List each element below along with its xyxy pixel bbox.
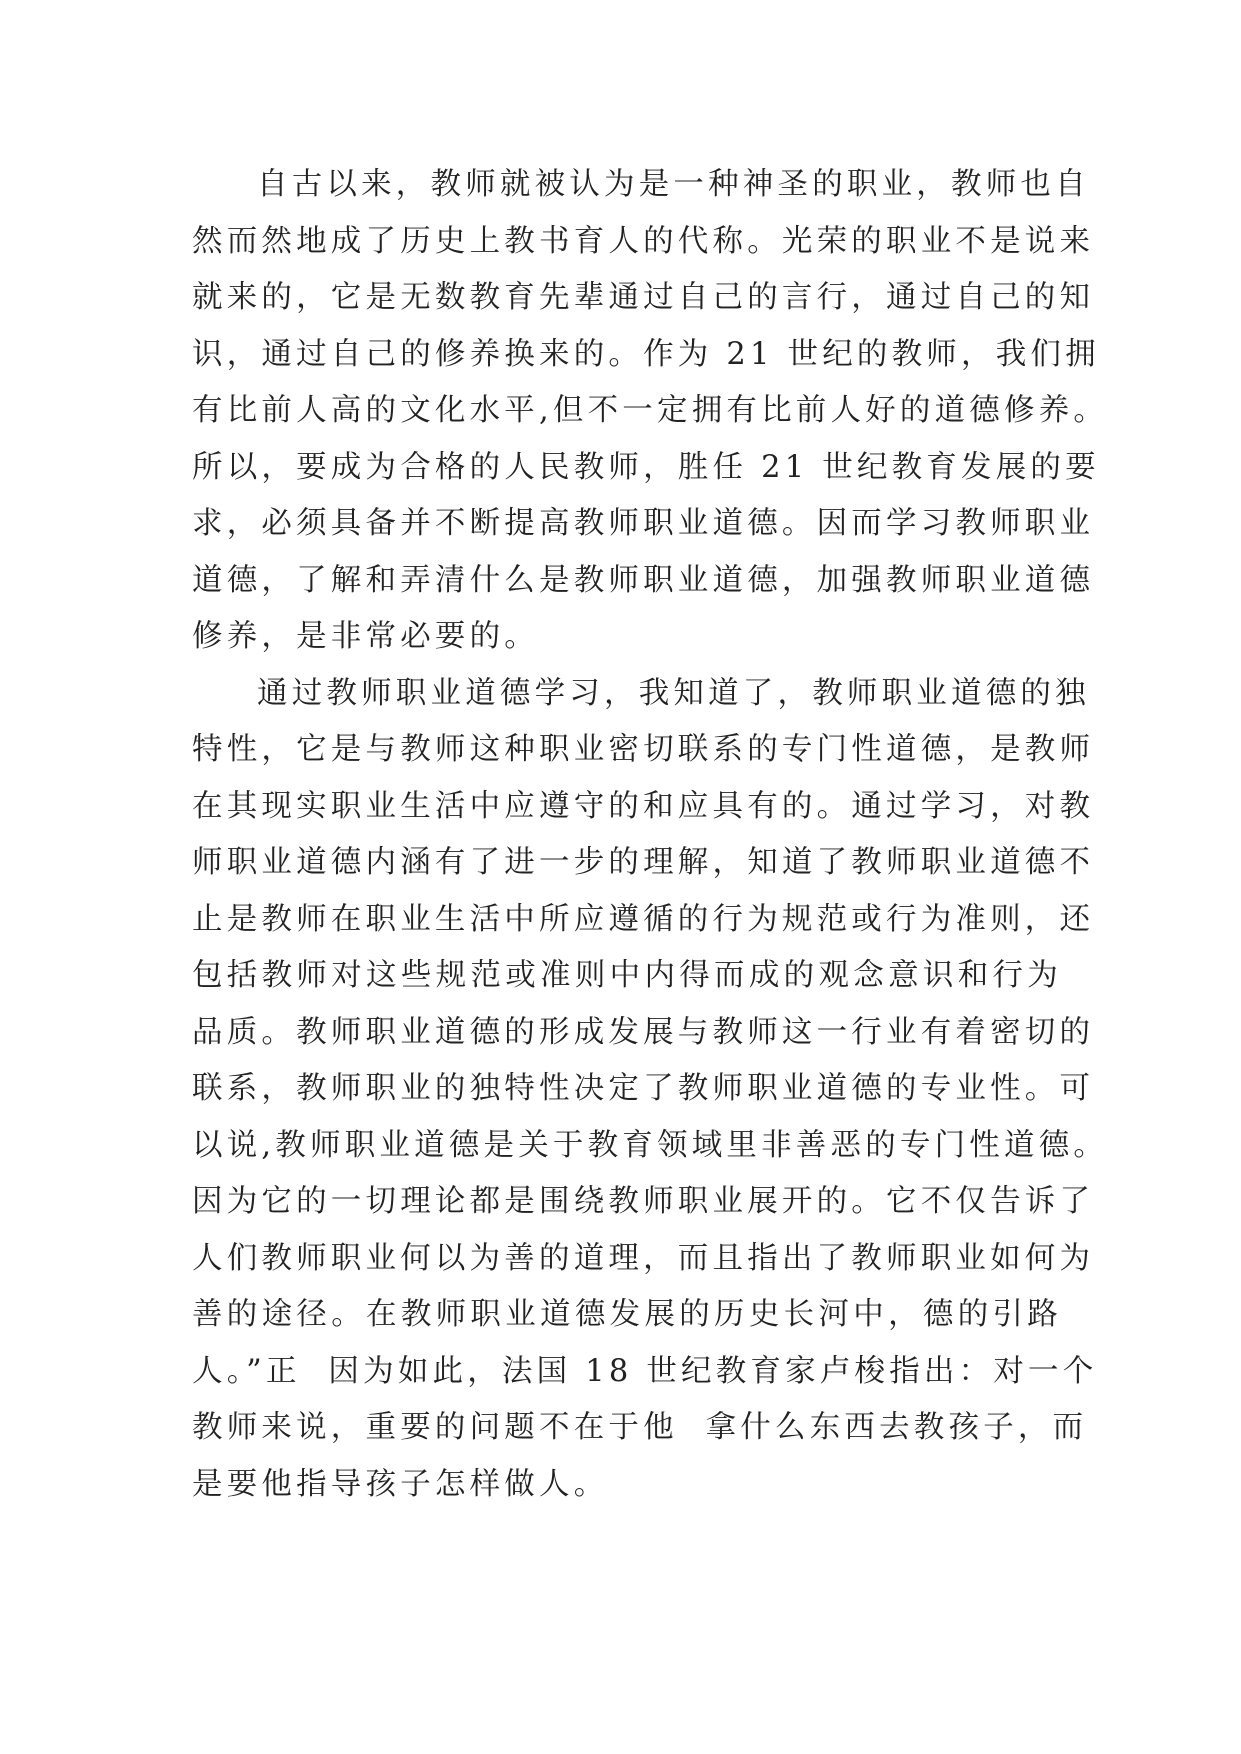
text-line: 然而然地成了历史上教书育人的代称。光荣的职业不是说来 xyxy=(192,223,1095,259)
text-line: 因为它的一切理论都是围绕教师职业展开的。它不仅告诉了 xyxy=(192,1184,1095,1219)
text-line: 师职业道德内涵有了进一步的理解，知道了教师职业道德不 xyxy=(192,845,1095,880)
text-line: 就来的，它是无数教育先辈通过自己的言行，通过自己的知 xyxy=(192,280,1095,315)
text-line: 止是教师在职业生活中所应遵循的行为规范或行为准则，还 xyxy=(192,901,1095,937)
paragraph-1 xyxy=(192,157,1109,666)
text-line: 善的途径。在教师职业道德发展的历史长河中，德的引路 xyxy=(192,1297,1062,1332)
document-body xyxy=(192,157,1109,1513)
text-line: 教师来说，重要的问题不在于他 拿什么东西去教孩子，而 xyxy=(192,1410,1088,1445)
text-line: 品质。教师职业道德的形成发展与教师这一行业有着密切的 xyxy=(192,1014,1095,1050)
text-line: 包括教师对这些规范或准则中内得而成的观念意识和行为 xyxy=(192,958,1062,993)
text-line: 修养，是非常必要的。 xyxy=(192,619,539,654)
text-line: 是要他指导孩子怎样做人。 xyxy=(192,1466,609,1502)
text-line: 自古以来，教师就被认为是一种神圣的职业，教师也自 xyxy=(257,167,1090,202)
text-line: 通过教师职业道德学习，我知道了，教师职业道德的独 xyxy=(257,675,1090,711)
text-line: 联系，教师职业的独特性决定了教师职业道德的专业性。可 xyxy=(192,1071,1095,1106)
text-line: 在其现实职业生活中应遵守的和应具有的。通过学习，对教 xyxy=(192,788,1095,824)
text-line: 人们教师职业何以为善的道理，而且指出了教师职业如何为 xyxy=(192,1240,1095,1276)
paragraph-2 xyxy=(192,666,1109,1514)
text-line: 有比前人高的文化水平,但不一定拥有比前人好的道德修养。 xyxy=(192,393,1109,428)
text-line: 人。”正 因为如此，法国 18 世纪教育家卢梭指出：对一个 xyxy=(192,1353,1098,1389)
text-line: 以说,教师职业道德是关于教育领域里非善恶的专门性道德。 xyxy=(192,1127,1109,1163)
text-line: 道德，了解和弄清什么是教师职业道德，加强教师职业道德 xyxy=(192,562,1095,598)
text-line: 特性，它是与教师这种职业密切联系的专门性道德，是教师 xyxy=(192,732,1095,767)
text-line: 识，通过自己的修养换来的。作为 21 世纪的教师，我们拥 xyxy=(192,336,1100,372)
text-line: 所以，要成为合格的人民教师，胜任 21 世纪教育发展的要 xyxy=(192,449,1100,485)
text-line: 求，必须具备并不断提高教师职业道德。因而学习教师职业 xyxy=(192,506,1095,541)
